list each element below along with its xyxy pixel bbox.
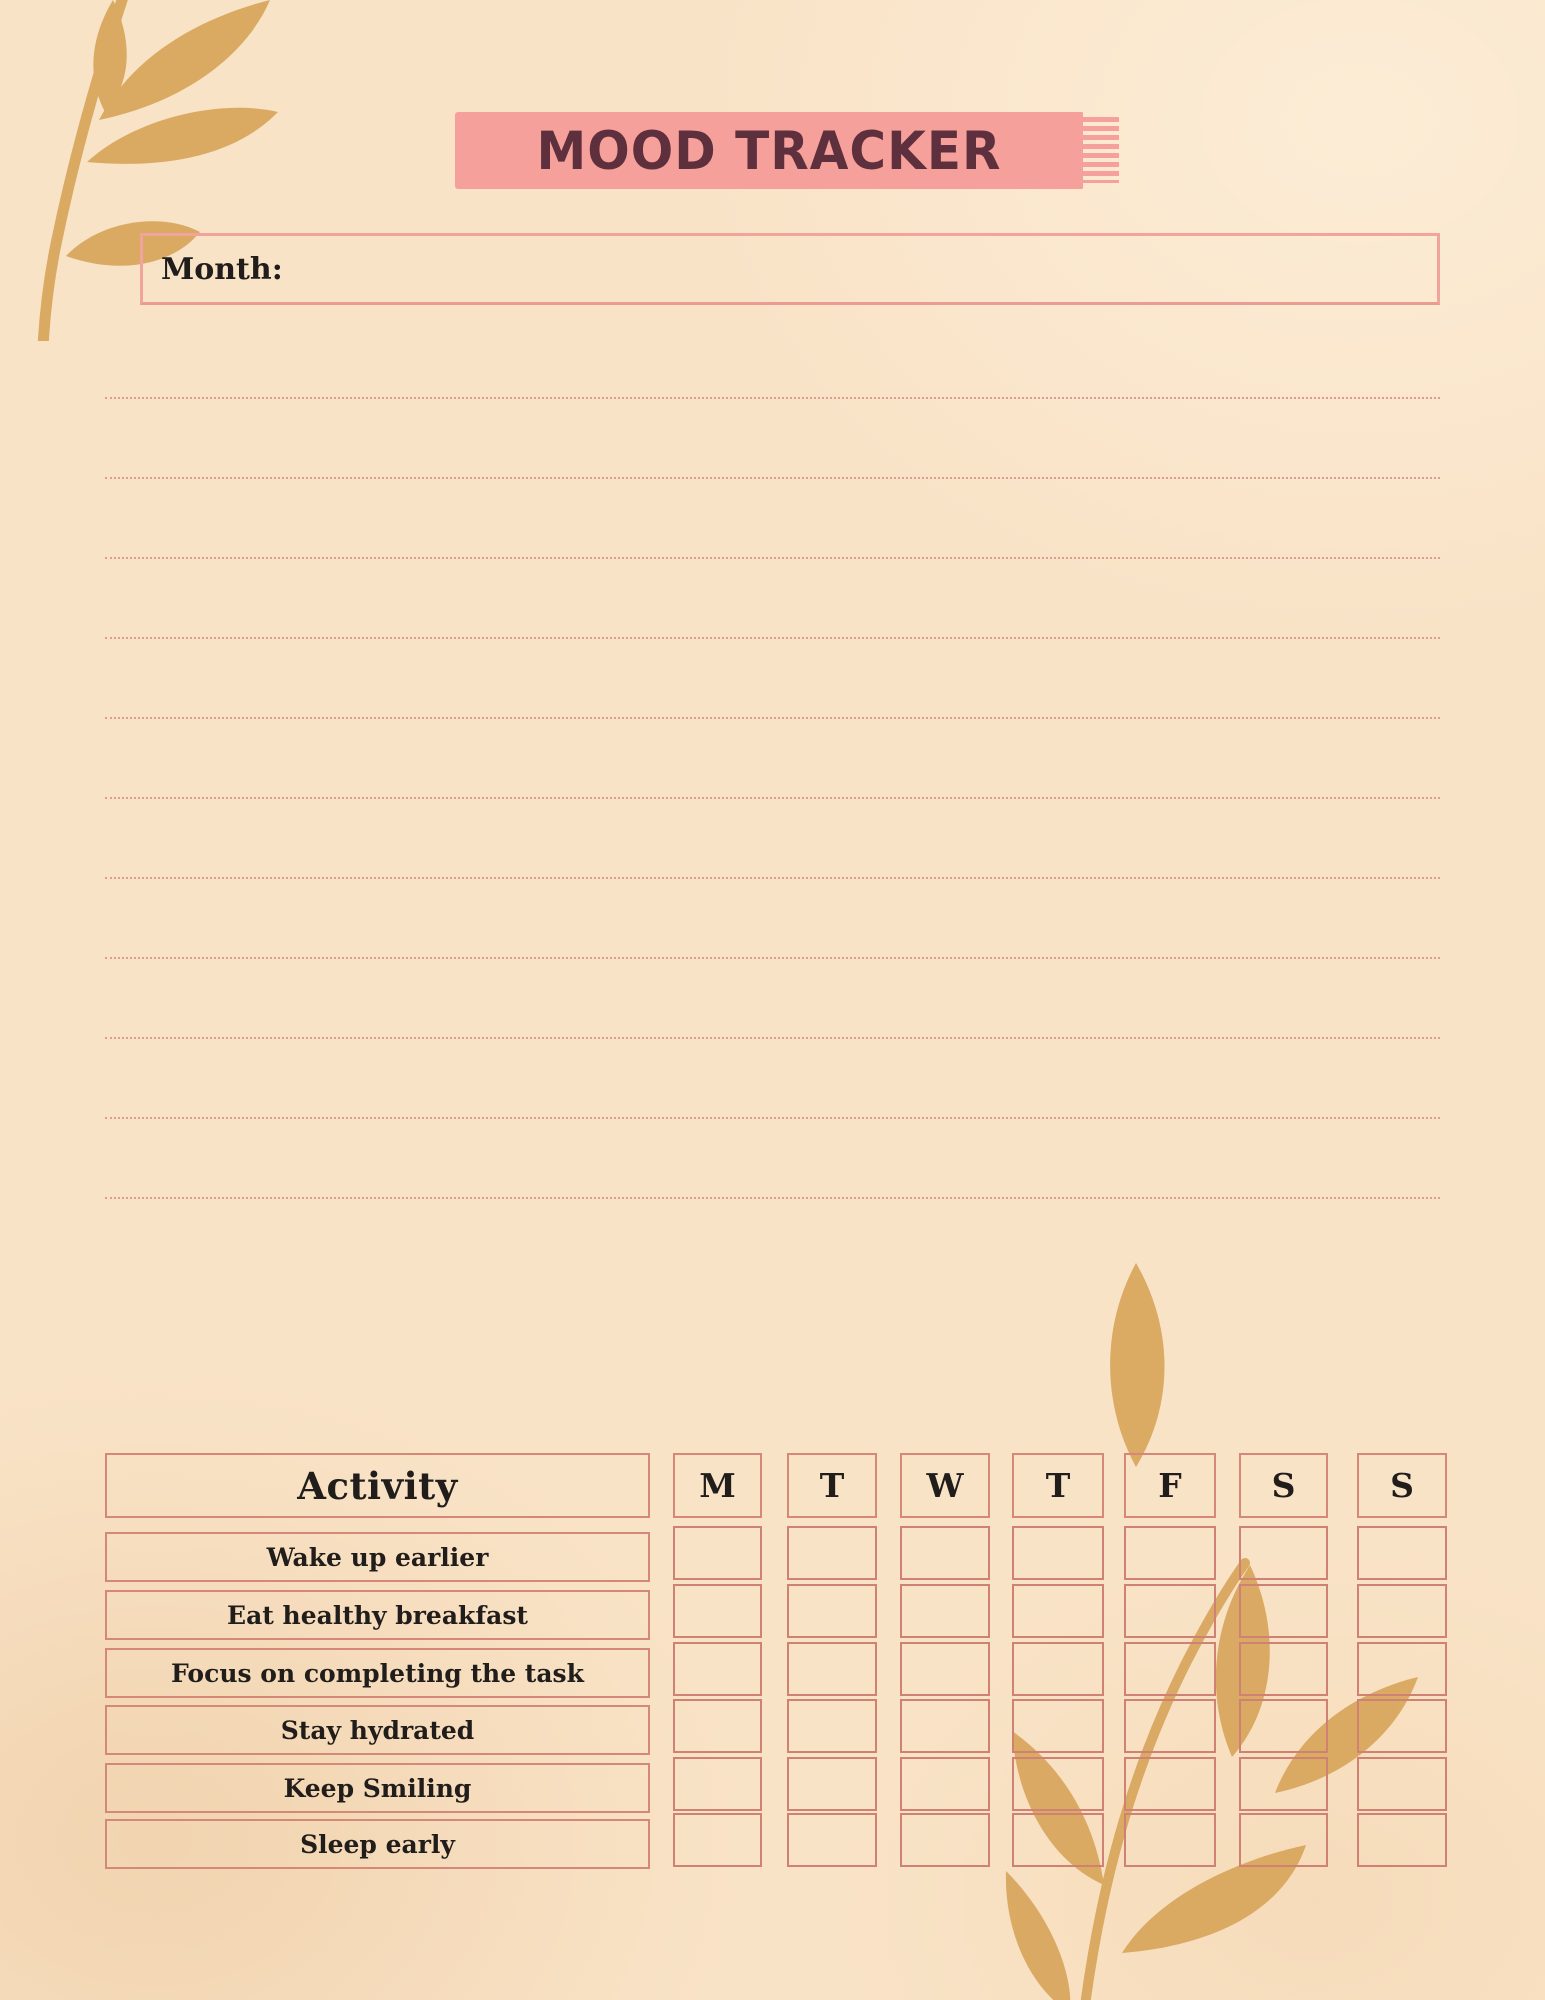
day-column-header-0: M bbox=[673, 1453, 762, 1518]
tracker-checkbox-cell[interactable] bbox=[1124, 1757, 1216, 1811]
notes-line bbox=[105, 1117, 1440, 1119]
tracker-checkbox-cell[interactable] bbox=[787, 1813, 877, 1867]
tracker-checkbox-cell[interactable] bbox=[1012, 1757, 1104, 1811]
brush-stroke-decoration bbox=[1083, 117, 1119, 183]
tracker-checkbox-cell[interactable] bbox=[1239, 1699, 1328, 1753]
tracker-checkbox-cell[interactable] bbox=[673, 1699, 762, 1753]
tracker-checkbox-cell[interactable] bbox=[900, 1526, 990, 1580]
notes-line bbox=[105, 557, 1440, 559]
tracker-checkbox-cell[interactable] bbox=[673, 1642, 762, 1696]
day-column-header-5: S bbox=[1239, 1453, 1328, 1518]
tracker-checkbox-cell[interactable] bbox=[1012, 1813, 1104, 1867]
title-banner bbox=[455, 112, 1083, 189]
tracker-checkbox-cell[interactable] bbox=[673, 1526, 762, 1580]
activity-row-label: Wake up earlier bbox=[105, 1532, 650, 1582]
tracker-checkbox-cell[interactable] bbox=[1239, 1584, 1328, 1638]
tracker-checkbox-cell[interactable] bbox=[1357, 1813, 1447, 1867]
tracker-checkbox-cell[interactable] bbox=[1012, 1642, 1104, 1696]
tracker-checkbox-cell[interactable] bbox=[1239, 1526, 1328, 1580]
activity-column-header: Activity bbox=[105, 1453, 650, 1518]
day-column-header-6: S bbox=[1357, 1453, 1447, 1518]
tracker-checkbox-cell[interactable] bbox=[1124, 1699, 1216, 1753]
tracker-checkbox-cell[interactable] bbox=[673, 1584, 762, 1638]
notes-line bbox=[105, 1037, 1440, 1039]
month-label: Month: bbox=[161, 251, 283, 287]
tracker-checkbox-cell[interactable] bbox=[1012, 1526, 1104, 1580]
tracker-checkbox-cell[interactable] bbox=[673, 1757, 762, 1811]
tracker-checkbox-cell[interactable] bbox=[1124, 1526, 1216, 1580]
tracker-checkbox-cell[interactable] bbox=[1357, 1757, 1447, 1811]
tracker-checkbox-cell[interactable] bbox=[1239, 1642, 1328, 1696]
tracker-checkbox-cell[interactable] bbox=[1124, 1813, 1216, 1867]
tracker-checkbox-cell[interactable] bbox=[900, 1642, 990, 1696]
notes-line bbox=[105, 957, 1440, 959]
tracker-checkbox-cell[interactable] bbox=[900, 1699, 990, 1753]
notes-line bbox=[105, 397, 1440, 399]
tracker-checkbox-cell[interactable] bbox=[1012, 1699, 1104, 1753]
page-title: MOOD TRACKER bbox=[536, 119, 1002, 182]
day-column-header-4: F bbox=[1124, 1453, 1216, 1518]
day-column-header-2: W bbox=[900, 1453, 990, 1518]
tracker-checkbox-cell[interactable] bbox=[900, 1757, 990, 1811]
activity-row-label: Stay hydrated bbox=[105, 1705, 650, 1755]
notes-line bbox=[105, 1197, 1440, 1199]
tracker-checkbox-cell[interactable] bbox=[1357, 1526, 1447, 1580]
tracker-checkbox-cell[interactable] bbox=[1357, 1642, 1447, 1696]
tracker-checkbox-cell[interactable] bbox=[900, 1584, 990, 1638]
month-field-box bbox=[140, 233, 1440, 305]
activity-row-label: Focus on completing the task bbox=[105, 1648, 650, 1698]
notes-line bbox=[105, 717, 1440, 719]
notes-line bbox=[105, 477, 1440, 479]
tracker-checkbox-cell[interactable] bbox=[787, 1757, 877, 1811]
day-column-header-1: T bbox=[787, 1453, 877, 1518]
tracker-checkbox-cell[interactable] bbox=[787, 1584, 877, 1638]
tracker-checkbox-cell[interactable] bbox=[900, 1813, 990, 1867]
day-column-header-3: T bbox=[1012, 1453, 1104, 1518]
notes-line bbox=[105, 877, 1440, 879]
notes-line bbox=[105, 797, 1440, 799]
tracker-checkbox-cell[interactable] bbox=[787, 1526, 877, 1580]
tracker-checkbox-cell[interactable] bbox=[1357, 1699, 1447, 1753]
tracker-checkbox-cell[interactable] bbox=[1357, 1584, 1447, 1638]
tracker-checkbox-cell[interactable] bbox=[1239, 1813, 1328, 1867]
activity-row-label: Keep Smiling bbox=[105, 1763, 650, 1813]
activity-row-label: Eat healthy breakfast bbox=[105, 1590, 650, 1640]
tracker-checkbox-cell[interactable] bbox=[787, 1642, 877, 1696]
month-input[interactable] bbox=[297, 236, 1419, 302]
notes-line bbox=[105, 637, 1440, 639]
tracker-checkbox-cell[interactable] bbox=[673, 1813, 762, 1867]
activity-row-label: Sleep early bbox=[105, 1819, 650, 1869]
tracker-checkbox-cell[interactable] bbox=[1124, 1584, 1216, 1638]
tracker-checkbox-cell[interactable] bbox=[787, 1699, 877, 1753]
tracker-checkbox-cell[interactable] bbox=[1239, 1757, 1328, 1811]
tracker-checkbox-cell[interactable] bbox=[1124, 1642, 1216, 1696]
tracker-checkbox-cell[interactable] bbox=[1012, 1584, 1104, 1638]
